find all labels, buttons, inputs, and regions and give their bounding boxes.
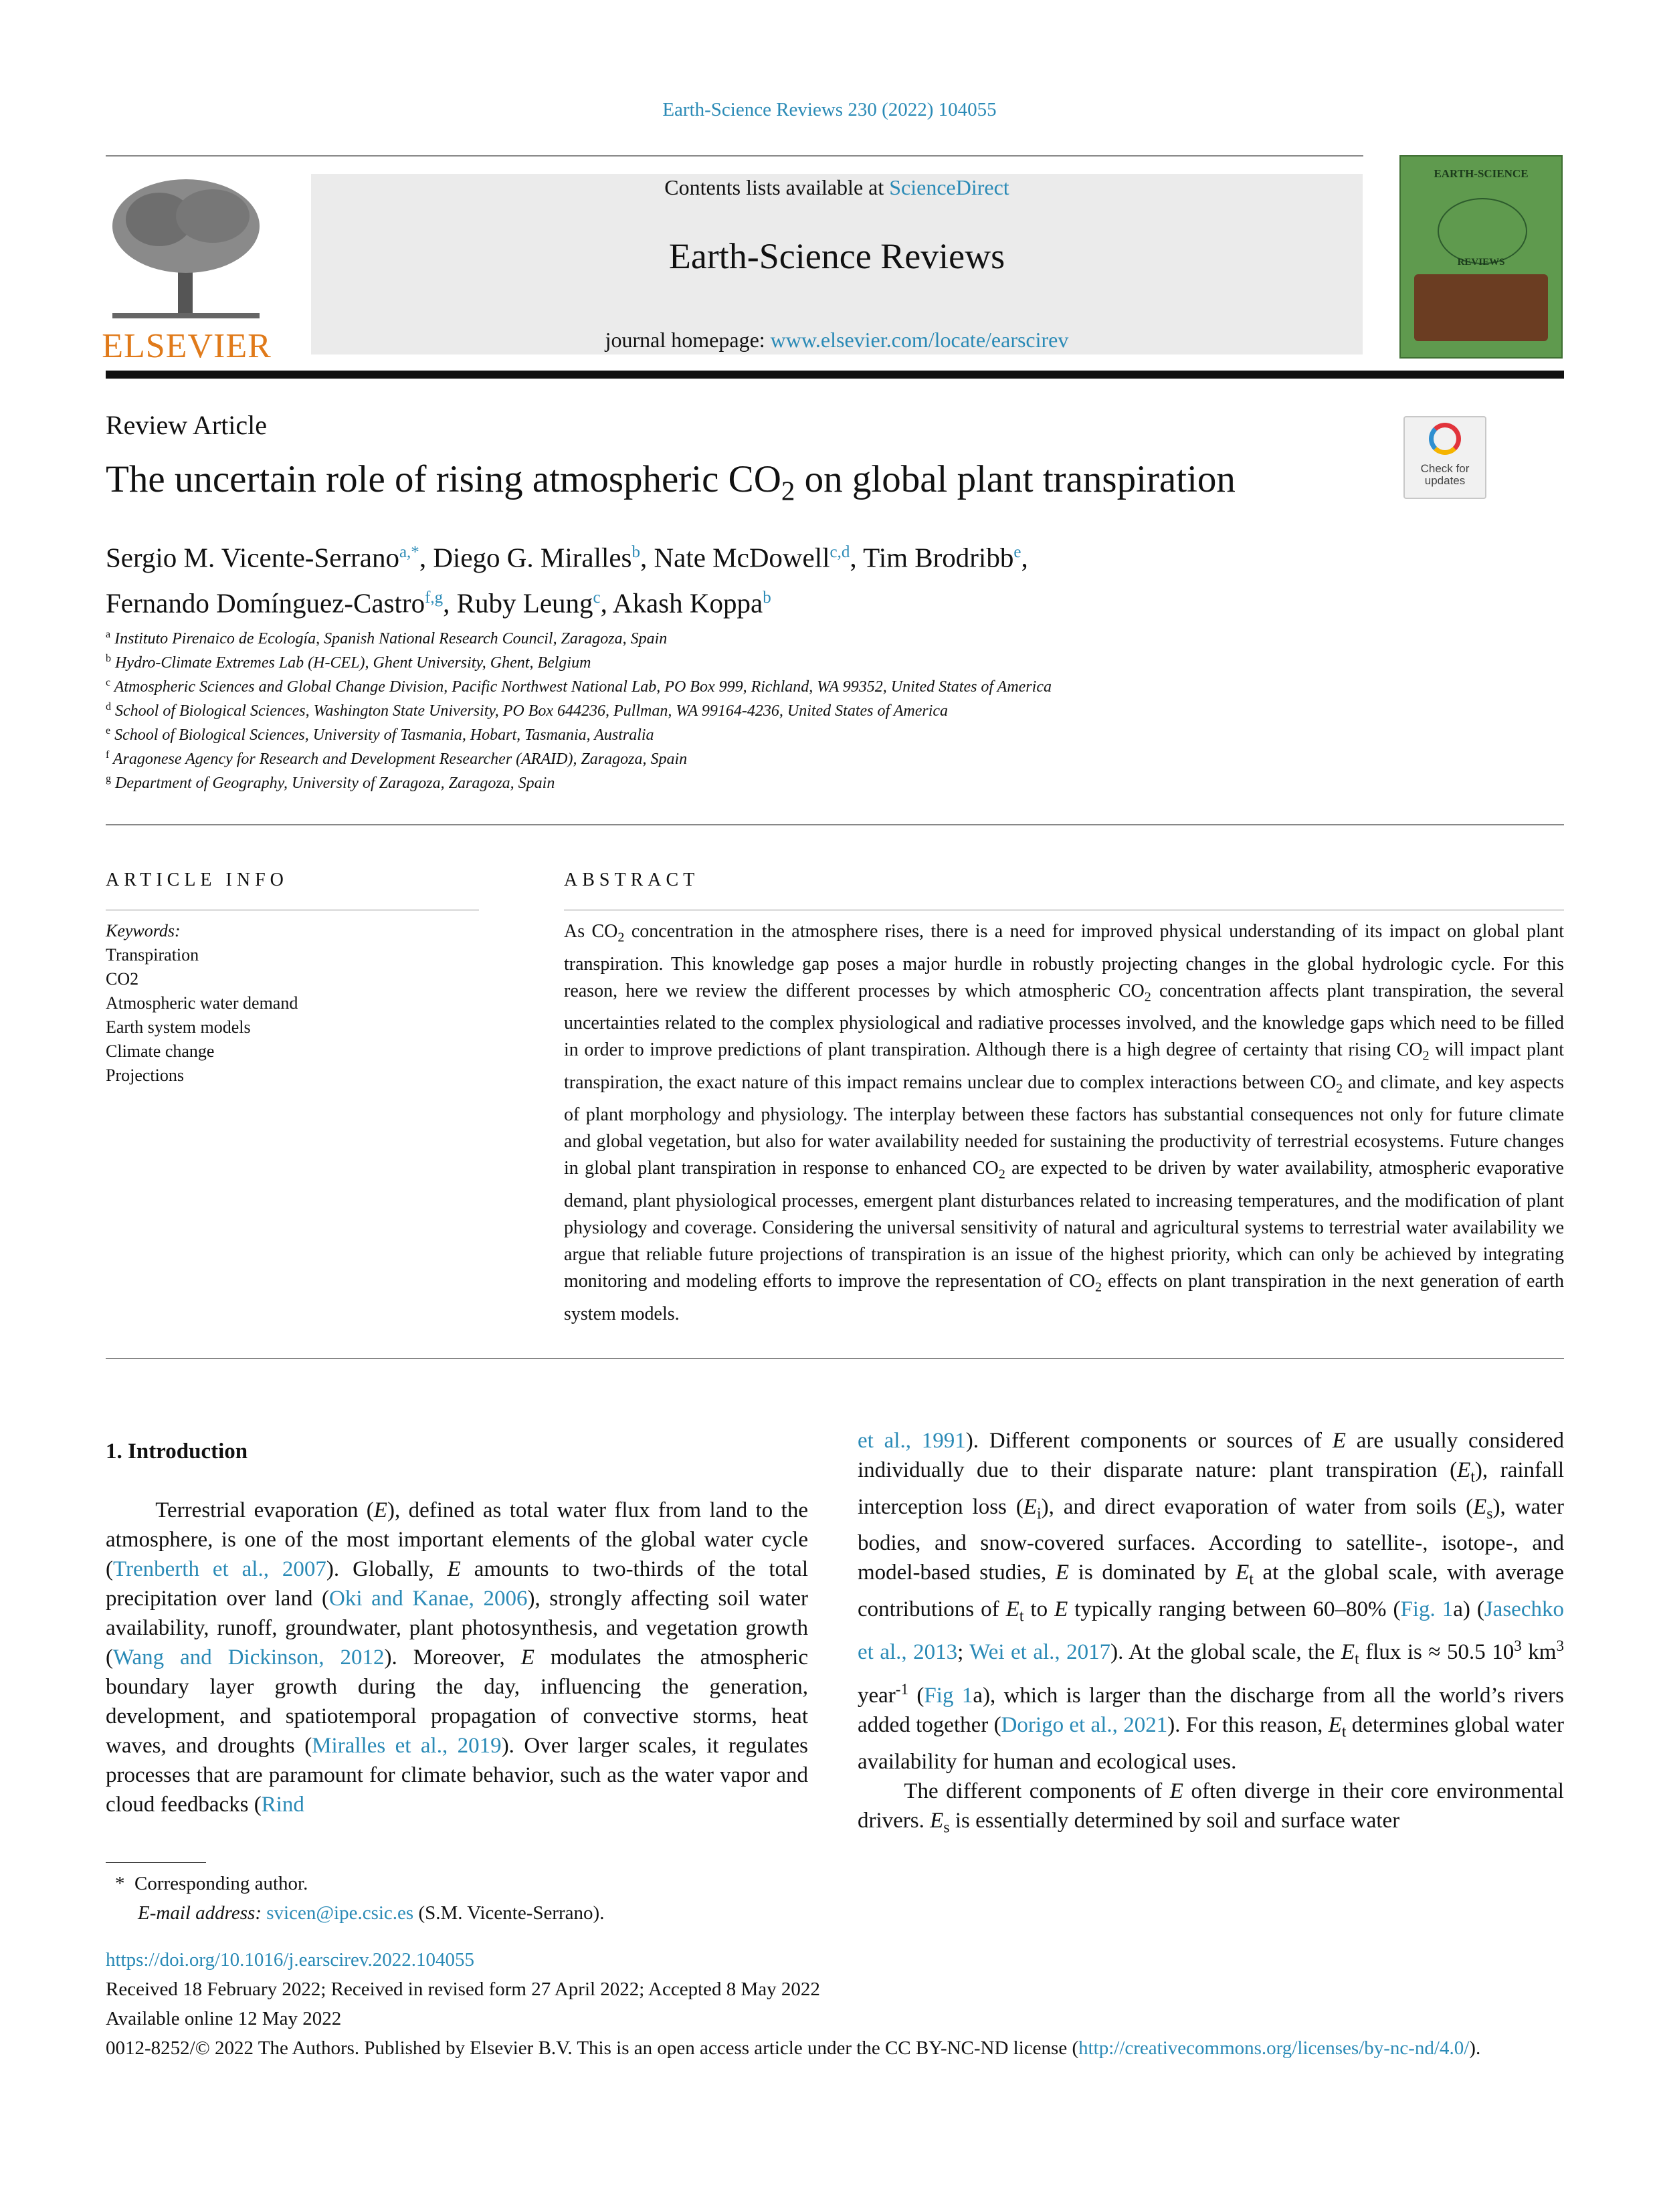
journal-homepage — [311, 328, 1363, 353]
sciencedirect-link[interactable]: ScienceDirect — [889, 175, 1009, 199]
globe-icon — [1438, 198, 1527, 264]
affiliation-key: d — [106, 701, 111, 712]
affiliation-text: Department of Geography, University of Zaragoza, Zaragoza, Spain — [115, 775, 555, 792]
author-name[interactable]: Sergio M. Vicente-Serrano — [106, 542, 399, 573]
affiliation-text: School of Biological Sciences, Washington State University, PO Box 644236, Pullman, WA 99164-4236, United States of America — [115, 702, 949, 720]
corresponding-footnote — [106, 1869, 1564, 1928]
license-suffix: ). — [1469, 2037, 1481, 2059]
affiliation-key: b — [106, 653, 111, 664]
figure-link[interactable]: Fig. 1 — [1400, 1597, 1454, 1621]
title-text-end: on global plant transpiration — [795, 458, 1236, 500]
body-column-left: Terrestrial evaporation (E), defined as total water flux from land to the atmosphere, is one of the most important elements of the global water cycle (Trenberth et al., 2007). Globally, E amounts to two-thirds of the total precipitation over land (Oki and Kanae, 2006), strongly affecting soil water availability, runoff, groundwater, plant photosynthesis, and vegetation growth (Wang and Dickinson, 2012). Moreover, E modulates the atmospheric boundary layer growth during the day, influencing the generation, development, and spatiotemporal propagation of convective storms, heat waves, and droughts (Miralles et al., 2019). Over larger scales, it regulates processes that are paramount for climate behavior, such as the water vapor and cloud feedbacks (Rind — [106, 1498, 809, 1817]
contents-prefix: Contents lists available at — [664, 175, 890, 199]
affiliation-text: Atmospheric Sciences and Global Change Division, Pacific Northwest National Lab, PO Box 999, Richland, WA 99352, United States of America — [114, 678, 1052, 696]
affiliation — [106, 629, 667, 648]
article-info-heading: ARTICLE INFO — [106, 870, 288, 890]
bookmark-icon — [1429, 423, 1461, 455]
affiliation-key: g — [106, 773, 111, 785]
article-type: Review Article — [106, 410, 268, 440]
body-column-right: et al., 1991). Different components or sources of E are usually considered individually due to their disparate nature: plant transpiration $(E_t)$, rainfall interception loss $(E_i)$, and direct evaporation of water from soils $(E_s)$, water bodies, and snow-covered surfaces. According to satellite-, isotope-, and model-based studies, E is dominated by $E_t$ at the global scale, with average contributions of $E_t$ to E typically ranging between 60–80% (Fig. 1a) (Jasechko et al., 2013; Wei et al., 2017). At the global scale, the $E_t$ flux is ≈ 50.5 $10^3$ $km^3$ year$^{-1}$ (Fig 1a), which is larger than the discharge from all the world’s rivers added together (Dorigo et al., 2021). For this reason, $E_t$ determines global water availability for human and ecological uses. The different components of E often diverge in their core environmental drivers. $E_s$ is essentially determined by soil and surface water — [858, 1429, 1565, 1837]
license-text — [106, 2033, 1564, 2063]
contents-line — [311, 175, 1363, 200]
keywords-list — [106, 919, 298, 1088]
title-subscript: 2 — [781, 475, 795, 506]
affiliation — [106, 773, 555, 793]
citation-link[interactable]: Trenberth et al., 2007 — [113, 1557, 326, 1581]
footnote-rule — [106, 1862, 206, 1863]
journal-cover[interactable] — [1399, 155, 1563, 359]
author-affil-marker[interactable]: e — [1013, 543, 1021, 561]
license-prefix: 0012-8252/© 2022 The Authors. Published by Elsevier B.V. This is an open access article under the CC BY-NC-ND license ( — [106, 2037, 1079, 2059]
author-affil-marker[interactable]: b — [631, 543, 641, 561]
cover-rock-image — [1414, 274, 1548, 341]
author-affil-marker[interactable]: c,d — [830, 543, 850, 561]
email-owner: (S.M. Vicente-Serrano). — [413, 1902, 605, 1924]
badge-label: Check for updates — [1420, 462, 1470, 487]
email-label: E-mail address: — [138, 1902, 262, 1924]
header-thick-rule — [106, 371, 1564, 379]
affiliation-text: Aragonese Agency for Research and Development Researcher (ARAID), Zaragoza, Spain — [112, 750, 688, 768]
publication-info — [106, 1945, 1564, 2063]
citation-link[interactable]: Miralles et al., 2019 — [312, 1734, 502, 1758]
cover-title: EARTH-SCIENCE — [1434, 167, 1529, 180]
figure-link[interactable]: Fig 1 — [924, 1683, 973, 1708]
affiliation-key: c — [106, 677, 111, 688]
affiliation-key: e — [106, 725, 111, 736]
author-affil-marker[interactable]: b — [763, 588, 771, 607]
affiliation — [106, 653, 591, 672]
citation-link[interactable]: Jasechko et al., 2013 — [858, 1597, 1564, 1665]
abstract-heading: ABSTRACT — [564, 870, 700, 890]
author-name[interactable]: Nate McDowell — [654, 542, 830, 573]
email-link[interactable]: svicen@ipe.csic.es — [266, 1902, 414, 1924]
section-divider — [106, 1358, 1564, 1359]
abstract-body: As $CO_2$ concentration in the atmosphere rises, there is a need for improved physical understanding of its impact on global plant transpiration. This knowledge gap poses a major hurdle in robustly projecting changes in the global hydrologic cycle. For this reason, here we review the different processes by which atmospheric $CO_2$ concentration affects plant transpiration, the several uncertainties related to the complex physiological and radiative processes involved, and the knowledge gaps which need to be filled in order to improve predictions of plant transpiration. Although there is a high degree of certainty that rising $CO_2$ will impact plant transpiration, the exact nature of this impact remains unclear due to complex interactions between $CO_2$ and climate, and key aspects of plant morphology and physiology. The interplay between these factors has substantial consequences not only for future climate and global vegetation, but also for water availability needed for sustaining the productivity of terrestrial ecosystems. Future changes in global plant transpiration in response to enhanced $CO_2$ are expected to be driven by water availability, atmospheric evaporative demand, plant physiological processes, emergent plant disturbances related to increasing temperatures, and the modification of plant physiology and coverage. Considering the universal sensitivity of natural and agricultural systems to terrestrial water availability we argue that reliable future projections of transpiration is an issue of the highest priority, which can only be achieved by integrating monitoring and modeling efforts to improve the representation of $CO_2$ effects on plant transpiration in the next generation of earth system models. — [564, 921, 1565, 1324]
affiliation-key: a — [106, 629, 111, 640]
header-divider — [106, 155, 1363, 157]
author-affil-marker[interactable]: a,* — [399, 543, 419, 561]
available-online: Available online 12 May 2022 — [106, 2008, 342, 2029]
publisher-logo-text: ELSEVIER — [102, 327, 272, 365]
citation-link[interactable]: Oki and Kanae, 2006 — [329, 1587, 528, 1611]
affiliation — [106, 701, 948, 720]
received-dates: Received 18 February 2022; Received in revised form 27 April 2022; Accepted 8 May 2022 — [106, 1979, 820, 2000]
affiliation — [106, 749, 687, 769]
article-title — [106, 458, 1236, 506]
affiliation-text: School of Biological Sciences, University of Tasmania, Hobart, Tasmania, Australia — [114, 726, 654, 744]
affiliation-key: f — [106, 749, 110, 761]
citation-link[interactable]: Dorigo et al., 2021 — [1001, 1712, 1168, 1737]
author-name[interactable]: Diego G. Miralles — [433, 542, 632, 573]
license-link[interactable]: http://creativecommons.org/licenses/by-nc-nd/4.0/ — [1078, 2037, 1470, 2059]
keyword: Atmospheric water demand — [106, 993, 298, 1013]
author-name[interactable]: Fernando Domínguez-Castro — [106, 587, 425, 619]
citation-link[interactable]: Wei et al., 2017 — [969, 1640, 1111, 1665]
citation-link[interactable]: Wang and Dickinson, 2012 — [113, 1645, 385, 1670]
keyword: Earth system models — [106, 1017, 251, 1037]
title-text: The uncertain role of rising atmospheric CO — [106, 458, 781, 500]
author-affil-marker[interactable]: c — [593, 588, 601, 607]
section-heading-introduction: 1. Introduction — [106, 1439, 248, 1464]
keyword: Projections — [106, 1066, 184, 1085]
citation-link[interactable]: Rind — [261, 1793, 304, 1817]
affiliation — [106, 677, 1052, 696]
homepage-link[interactable]: www.elsevier.com/locate/earscirev — [770, 328, 1069, 352]
author-name[interactable]: Ruby Leung — [456, 587, 593, 619]
affiliation-text: Hydro-Climate Extremes Lab (H-CEL), Ghent University, Ghent, Belgium — [115, 654, 591, 672]
affiliation — [106, 725, 654, 744]
homepage-prefix: journal homepage: — [605, 328, 771, 352]
journal-title: Earth-Science Reviews — [668, 236, 1005, 276]
journal-reference[interactable]: Earth-Science Reviews 230 (2022) 104055 — [662, 99, 997, 120]
keyword: Transpiration — [106, 945, 199, 965]
keywords-label: Keywords: — [106, 921, 181, 940]
footnote-marker: * — [115, 1873, 125, 1894]
author-name[interactable]: Tim Brodribb — [863, 542, 1014, 573]
section-divider — [106, 824, 1564, 825]
keyword: Climate change — [106, 1041, 215, 1061]
keyword: CO2 — [106, 969, 139, 989]
check-for-updates-badge[interactable] — [1403, 416, 1486, 499]
corresponding-label: Corresponding author. — [134, 1873, 308, 1894]
cover-subtitle: REVIEWS — [1457, 257, 1505, 268]
citation-link[interactable]: et al., 1991 — [858, 1429, 966, 1453]
author-name[interactable]: Akash Koppa — [612, 587, 763, 619]
author-affil-marker[interactable]: f,g — [425, 588, 444, 607]
author-list: Sergio M. Vicente-Serrano$^{a,*}$, Diego G. Miralles$^b$, Nate McDowell$^{c,d}$, Tim Brodribb$^e$, Fernando Domínguez-Castro$^{f,g}$, Ruby Leung$^c$, Akash Koppa$^b$ — [106, 542, 1028, 619]
affiliation-text: Instituto Pirenaico de Ecología, Spanish National Research Council, Zaragoza, Spain — [114, 630, 668, 647]
doi-link[interactable]: https://doi.org/10.1016/j.earscirev.2022.104055 — [106, 1949, 474, 1971]
